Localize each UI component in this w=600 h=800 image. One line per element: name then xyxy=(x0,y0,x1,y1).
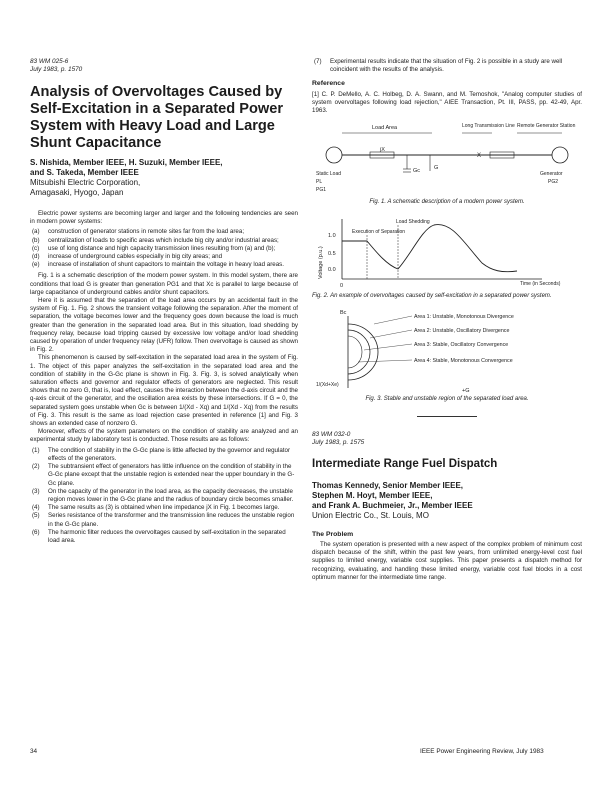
fig2-load-shedding-label: Load Shedding xyxy=(396,218,430,225)
paper-body xyxy=(30,210,298,545)
fig2-y-tick-1: 1.0 xyxy=(328,232,336,239)
fig1-jx-label: jX xyxy=(380,147,385,154)
paper2-author-1: Thomas Kennedy, Senior Member IEEE, xyxy=(312,480,463,490)
paper-title: Analysis of Overvoltages Caused by Self-Excitation in a Separated Power System with Heavy Load and Large Shunt Capacitance xyxy=(30,84,284,151)
fig1-x-mark: X xyxy=(477,153,482,160)
paper-id: 83 WM 025-6 xyxy=(30,58,69,65)
fig2-ylabel: Voltage (p.u.) xyxy=(318,246,324,279)
figure-1-caption: Fig. 1. A schematic description of a modern power system. xyxy=(369,199,525,206)
fig1-g-label: G xyxy=(434,165,439,172)
figure-1-diagram xyxy=(312,121,582,199)
figure-3-diagram xyxy=(312,306,582,396)
intro-paragraph: Electric power systems are becoming larger and larger and the following tendencies are seen in modern power systems: xyxy=(30,210,298,226)
paragraph-2: Here it is assumed that the separation of the load area occurs by an accidental fault in the system of Fig. 1. Fig. 2 shows the transient voltage following the separation. After the moment of separation, the voltage becomes lower and the frequency goes down because the load is much greater than the generation in the separated load area. But in this situation, load shedding by frequency relay, because load tripping caused by excessive low voltage and/or load shedding caused by operation of under frequency relay (UFR) follow. Then overvoltage is caused as shown in Fig. 2. xyxy=(30,297,298,354)
authors-line-1: S. Nishida, Member IEEE, H. Suzuki, Member IEEE, xyxy=(30,158,223,167)
paper2-section-heading: The Problem xyxy=(312,530,354,538)
fig3-area-1: Area 1: Unstable, Monotonous Divergence xyxy=(414,314,514,321)
fig1-long-line-label: Long Transmission Line xyxy=(462,123,515,130)
paper2-author-3: and Frank A. Buchmeier, Jr., Member IEEE xyxy=(312,500,473,510)
list-item: (e) increase of installation of shunt capacitors to maintain the voltage in heavy load areas. xyxy=(32,261,284,269)
reference-heading: Reference xyxy=(312,80,345,88)
fig1-pg2-label: PG2 xyxy=(548,179,559,186)
results-list-continued xyxy=(312,58,582,74)
paper2-title: Intermediate Range Fuel Dispatch xyxy=(312,457,498,470)
paper2-body: The system operation is presented with a new aspect of the complex problem of minimum cost dispatch because of the shift, within the past few years, from unlimited energy-level cost fuel supplies to limited energy, variable cost supplies. This paper presents a dispatch method for recognizing, evaluating, and handling these limited energy, variable cost fuel blocks in a cost optimum manner for the intermediate time range. xyxy=(312,540,582,581)
fig1-remote-station-label: Remote Generator Station xyxy=(517,123,576,130)
fig3-bc-label: Bc xyxy=(340,310,347,317)
affiliation-line-1: Mitsubishi Electric Corporation, xyxy=(30,178,141,187)
paper2-author-2: Stephen M. Hoyt, Member IEEE, xyxy=(312,490,433,500)
authors-line-2: and S. Takeda, Member IEEE xyxy=(30,168,139,177)
fig1-pl-label: PL xyxy=(316,179,323,186)
fig3-g-label: +G xyxy=(462,388,470,395)
list-item: (d) increase of underground cables especially in big city areas; and xyxy=(32,253,223,261)
figure-3-caption: Fig. 3. Stable and unstable region of the separated load area. xyxy=(365,396,529,403)
fig1-load-area-label: Load Area xyxy=(372,125,398,132)
results-list xyxy=(30,447,298,545)
right-column xyxy=(312,58,582,582)
fig2-x-end-label: Time (in Seconds) xyxy=(520,280,561,287)
tendencies-list xyxy=(30,228,298,269)
fig1-generator-load-area xyxy=(326,147,342,163)
fig2-x-origin: 0 xyxy=(340,282,344,289)
list-item: (5) Series resistance of the transformer and the transmission line reduces the unstable region in the G-Gc plane. xyxy=(32,512,295,528)
affiliation-line-2: Amagasaki, Hyogo, Japan xyxy=(30,188,124,197)
fig2-y-tick-2: 0.5 xyxy=(328,250,336,257)
list-item: (3) On the capacity of the generator in the load area, as the capacity decreases, the unstable region moves lower in the G-Gc plane and the radius of boundary circle becomes smaller. xyxy=(32,487,294,503)
list-item: (6) The harmonic filter reduces the overvoltages caused by self-excitation in the separated load area. xyxy=(32,528,286,544)
fig3-area-2: Area 2: Unstable, Oscillatory Divergence xyxy=(414,328,510,335)
figure-2-plot xyxy=(312,213,582,293)
list-item: (b) centralization of loads to specific areas which include big city and/or industrial areas; xyxy=(32,236,279,244)
paragraph-3: This phenomenon is caused by self-excitation in the separated load area in the system of Fig. 1. The object of this paper analyzes the self-excitation in the separated load area and the condition of stability in the G-Gc plane is shown in Fig. 3. Fig. 3, is solved analytically when saturation effects and governor and regulator effects of generators are neglected. This result shows that no zero G, that is, load effect, causes the interaction between the d-axis circuit and the q-axis circuit of the generator, and the oscillation area exists by these intersections. If G = 0, the separated system goes unstable when Gc is between 1/(Xd - Xq) and 1/(Xd - Xq) from the results of Fig. 3. This result is the same as load rejection case presented in reference [1] and Fig. 3 shows an extended case of nonzero G. xyxy=(30,354,298,428)
paragraph-1: Fig. 1 is a schematic description of the modern power system. In this model system, there are conditions that load G is greater than generation PG1 and that Xc is parallel to large because of large capacitance of underground cables and/or shunt capacitors. xyxy=(30,272,298,296)
fig3-xd-label: 1/(Xd+Xe) xyxy=(316,382,339,389)
fig3-area-4: Area 4: Stable, Monotonous Convergence xyxy=(414,358,513,365)
fig1-pg1-label: PG1 xyxy=(316,187,327,194)
list-item: (4) The same results as (3) is obtained when line impedance jX in Fig. 1 becomes large. xyxy=(32,504,280,512)
fig2-exec-separation-label: Execution of Separation xyxy=(352,228,406,235)
journal-footer: IEEE Power Engineering Review, July 1983 xyxy=(420,748,544,755)
page-number: 34 xyxy=(30,748,38,755)
list-item: (7) Experimental results indicate that the situation of Fig. 2 is possible in a study are well coincident with the results of the analysis. xyxy=(314,58,563,74)
list-item: (a) construction of generator stations in remote sites far from the load area; xyxy=(32,228,245,236)
fig1-generator-label: Generator xyxy=(540,171,563,178)
list-item: (1) The condition of stability in the G-Gc plane is little affected by the governor and regulator effects of the generators. xyxy=(32,446,291,462)
list-item: (2) The subtransient effect of generators has little influence on the condition of stability in the G-Gc plane except that the unstable region is extended near the upper boundary in the G-Gc plane. xyxy=(32,463,295,487)
left-column xyxy=(30,58,298,548)
paper2-affiliation: Union Electric Co., St. Louis, MO xyxy=(312,510,429,520)
fig1-static-load-label: Static Load xyxy=(316,171,342,178)
paper2-id: 83 WM 032-0 xyxy=(312,430,351,438)
fig2-y-tick-3: 0.0 xyxy=(328,266,336,273)
paragraph-4: Moreover, effects of the system parameters on the condition of stability are analyzed and an experimental study by laboratory test is conducted. Those results are as follows: xyxy=(30,428,298,444)
list-item: (c) use of long distance and high capacity transmission lines resulting from (a) and (b); xyxy=(32,244,276,252)
paper-date: July 1983, p. 1570 xyxy=(30,66,83,73)
fig1-generator-remote xyxy=(552,147,568,163)
fig3-area-3: Area 3: Stable, Oscillatory Convergence xyxy=(414,342,509,349)
fig1-gc-label: Gc xyxy=(413,168,421,175)
separator-line xyxy=(417,416,477,417)
paper2-date: July 1983, p. 1575 xyxy=(312,438,365,446)
reference-entry: [1] C. P. DeMello, A. C. Holbeg, D. A. Swann, and M. Temoshok, "Analog computer studies of system overvoltages following load rejection," AIEE Transaction, Pt. III, PASS, pp. 42-49, Apr. 1963. xyxy=(312,90,582,115)
figure-2-caption: Fig. 2. An example of overvoltages caused by self-excitation in a separated power system. xyxy=(312,292,552,299)
